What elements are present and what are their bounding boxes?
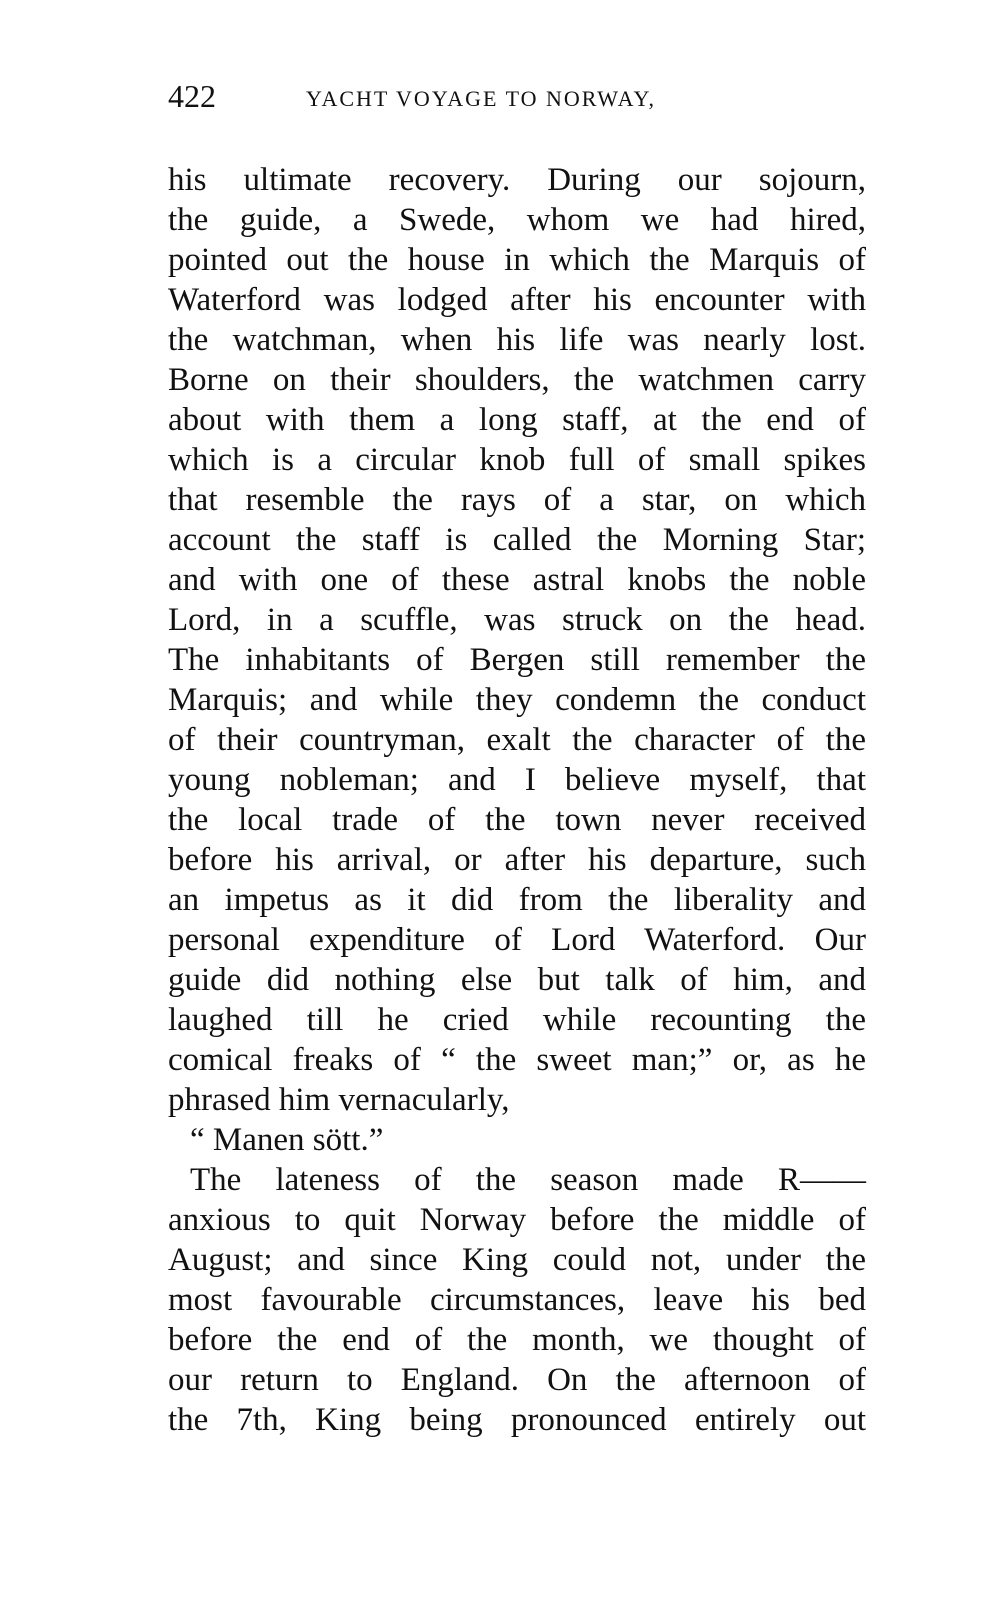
text-line: his ultimate recovery. During our sojourn, bbox=[168, 162, 866, 198]
text-line: Marquis; and while they condemn the conduct bbox=[168, 682, 866, 718]
text-line: young nobleman; and I believe myself, that bbox=[168, 762, 866, 798]
text-line: Waterford was lodged after his encounter with bbox=[168, 282, 866, 318]
running-title: YACHT VOYAGE TO NORWAY, bbox=[306, 86, 656, 111]
text-line: about with them a long staff, at the end of bbox=[168, 402, 866, 438]
text-line: before his arrival, or after his departure, such bbox=[168, 842, 866, 878]
text-line: phrased him vernacularly, bbox=[168, 1082, 510, 1118]
text-line: anxious to quit Norway before the middle of bbox=[168, 1202, 866, 1238]
page-header bbox=[168, 78, 868, 118]
text-line: an impetus as it did from the liberality and bbox=[168, 882, 866, 918]
text-line: our return to England. On the afternoon of bbox=[168, 1362, 866, 1398]
text-line: August; and since King could not, under the bbox=[168, 1242, 866, 1278]
body-text bbox=[168, 160, 866, 1440]
text-line: before the end of the month, we thought of bbox=[168, 1322, 866, 1358]
text-line: personal expenditure of Lord Waterford. Our bbox=[168, 922, 866, 958]
text-line: pointed out the house in which the Marquis of bbox=[168, 242, 866, 278]
text-line: that resemble the rays of a star, on which bbox=[168, 482, 866, 518]
text-line: Borne on their shoulders, the watchmen carry bbox=[168, 362, 866, 398]
text-line: the local trade of the town never received bbox=[168, 802, 866, 838]
text-line: and with one of these astral knobs the noble bbox=[168, 562, 866, 598]
text-line: the guide, a Swede, whom we had hired, bbox=[168, 202, 866, 238]
text-line: which is a circular knob full of small spikes bbox=[168, 442, 866, 478]
text-line: most favourable circumstances, leave his bed bbox=[168, 1282, 866, 1318]
text-line: The inhabitants of Bergen still remember the bbox=[168, 642, 866, 678]
text-line: “ Manen sött.” bbox=[190, 1122, 384, 1158]
text-line: the 7th, King being pronounced entirely out bbox=[168, 1402, 866, 1438]
page-number: 422 bbox=[168, 78, 216, 114]
text-line: comical freaks of “ the sweet man;” or, as he bbox=[168, 1042, 866, 1078]
text-line: guide did nothing else but talk of him, and bbox=[168, 962, 866, 998]
text-line: The lateness of the season made R—— bbox=[190, 1162, 866, 1198]
text-line: the watchman, when his life was nearly lost. bbox=[168, 322, 866, 358]
text-line: account the staff is called the Morning Star; bbox=[168, 522, 866, 558]
text-line: of their countryman, exalt the character of the bbox=[168, 722, 866, 758]
text-line: laughed till he cried while recounting the bbox=[168, 1002, 866, 1038]
text-line: Lord, in a scuffle, was struck on the head. bbox=[168, 602, 866, 638]
